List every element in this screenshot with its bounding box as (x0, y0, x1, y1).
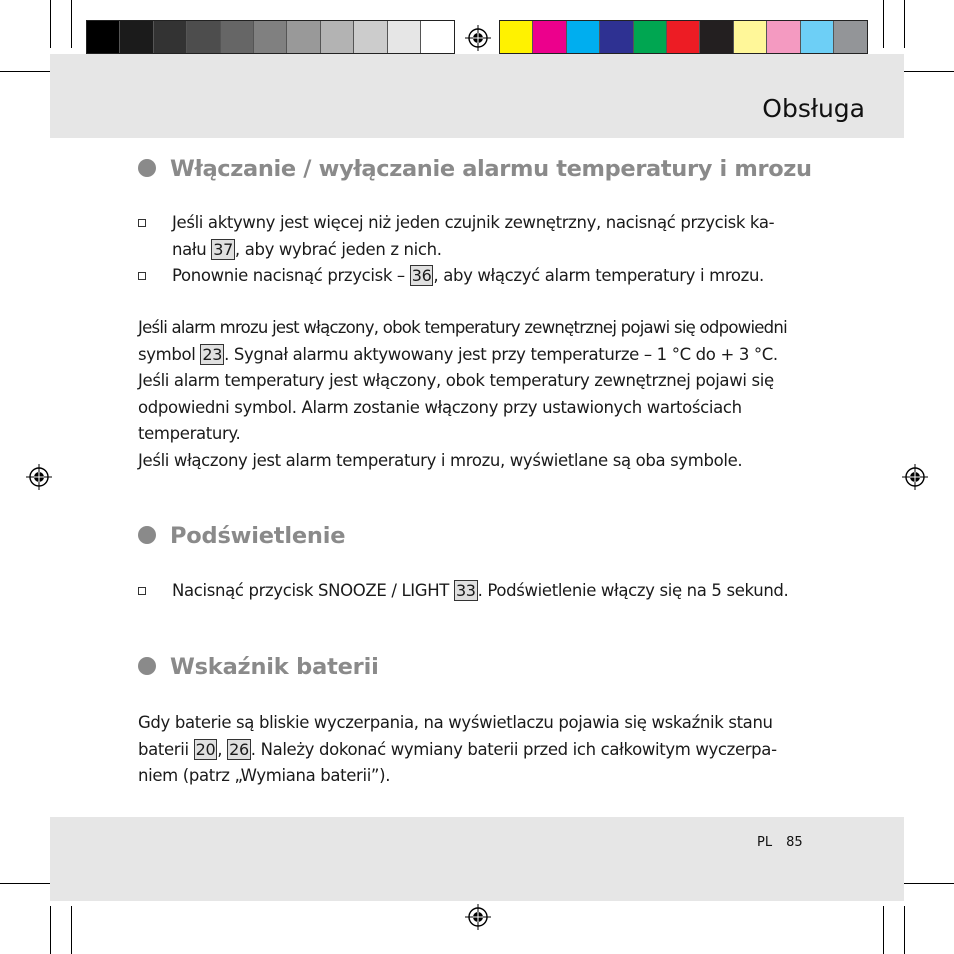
section-bullet-icon (138, 159, 156, 177)
page-title: Obsługa (762, 94, 865, 123)
registration-mark-icon (465, 25, 491, 51)
color-swatch (567, 21, 600, 53)
list-item: Ponownie nacisnąć przycisk – 36 , aby włączyć alarm temperatury i mrozu. (138, 263, 818, 290)
reference-number: 36 (411, 266, 432, 285)
page-number: 85 (786, 835, 803, 850)
checkbox-square-icon (138, 272, 146, 280)
color-swatch (600, 21, 633, 53)
reference-number: 37 (213, 239, 233, 259)
color-swatch (287, 21, 320, 53)
color-swatch (734, 21, 767, 53)
crop-mark (50, 906, 51, 954)
color-swatch (221, 21, 254, 53)
color-swatch (321, 21, 354, 53)
color-swatch (254, 21, 287, 53)
crop-mark (904, 906, 905, 954)
footer-band (50, 817, 904, 901)
color-swatch (500, 21, 533, 53)
registration-mark-icon (902, 464, 928, 490)
crop-mark (904, 0, 905, 48)
color-swatch (354, 21, 387, 53)
crop-mark (883, 906, 884, 954)
section-bullet-icon (138, 526, 156, 544)
color-swatch (801, 21, 834, 53)
battery-description: Gdy baterie są bliskie wyczerpania, na wyświetlaczu pojawia się wskaźnik stanu baterii 20 , 26 . Należy dokonać wymiany baterii przed ich całkowitym wyczerpa- niem (patrz „Wymiana baterii”). (138, 713, 777, 785)
checkbox-square-icon (138, 587, 146, 595)
registration-mark-icon (26, 464, 52, 490)
section-heading-backlight: Podświetlenie (138, 523, 345, 549)
color-swatch (388, 21, 421, 53)
crop-mark (0, 883, 52, 884)
list-item: Jeśli aktywny jest więcej niż jeden czujnik zewnętrzny, nacisnąć przycisk ka- nału 37 , aby wybrać jeden z nich. (138, 210, 818, 263)
alarm-description: Jeśli alarm mrozu jest włączony, obok temperatury zewnętrznej pojawi się odpowiedni symbol 23 . Sygnał alarmu aktywowany jest przy temperaturze – 1 °C do + 3 °C. Jeśli alarm temperatury jest włączony, obok temperatury zewnętrznej pojawi się odpowiedni symbol. Alarm zostanie włączony przy ustawionych wartościach temperatury. Jeśli włączony jest alarm temperatury i mrozu, wyświetlane są oba symbole. (138, 318, 787, 470)
crop-mark (0, 71, 52, 72)
color-swatch (87, 21, 120, 53)
color-swatch (421, 21, 454, 53)
section-heading-alarm: Włączanie / wyłączanie alarmu temperatury i mrozu (138, 156, 812, 182)
crop-mark (71, 906, 72, 954)
crop-mark (883, 0, 884, 48)
color-swatch (634, 21, 667, 53)
page-footer (757, 835, 803, 850)
language-code: PL (757, 835, 773, 850)
color-swatch (700, 21, 733, 53)
color-swatch-bar (499, 20, 868, 54)
color-swatch (187, 21, 220, 53)
checkbox-square-icon (138, 219, 146, 227)
crop-mark (902, 883, 954, 884)
crop-mark (902, 71, 954, 72)
color-swatch (533, 21, 566, 53)
grayscale-swatch-bar (86, 20, 455, 54)
section-heading-battery: Wskaźnik baterii (138, 654, 379, 680)
color-swatch (767, 21, 800, 53)
reference-number: 33 (455, 581, 476, 600)
reference-number: 20 (195, 739, 216, 759)
section-bullet-icon (138, 657, 156, 675)
color-swatch (667, 21, 700, 53)
crop-mark (71, 0, 72, 48)
crop-mark (50, 0, 51, 48)
color-swatch (834, 21, 867, 53)
reference-number: 23 (202, 344, 223, 364)
registration-mark-icon (465, 904, 491, 930)
color-swatch (154, 21, 187, 53)
color-swatch (120, 21, 153, 53)
reference-number: 26 (229, 739, 249, 759)
list-item: Nacisnąć przycisk SNOOZE / LIGHT 33 . Podświetlenie włączy się na 5 sekund. (138, 578, 818, 605)
